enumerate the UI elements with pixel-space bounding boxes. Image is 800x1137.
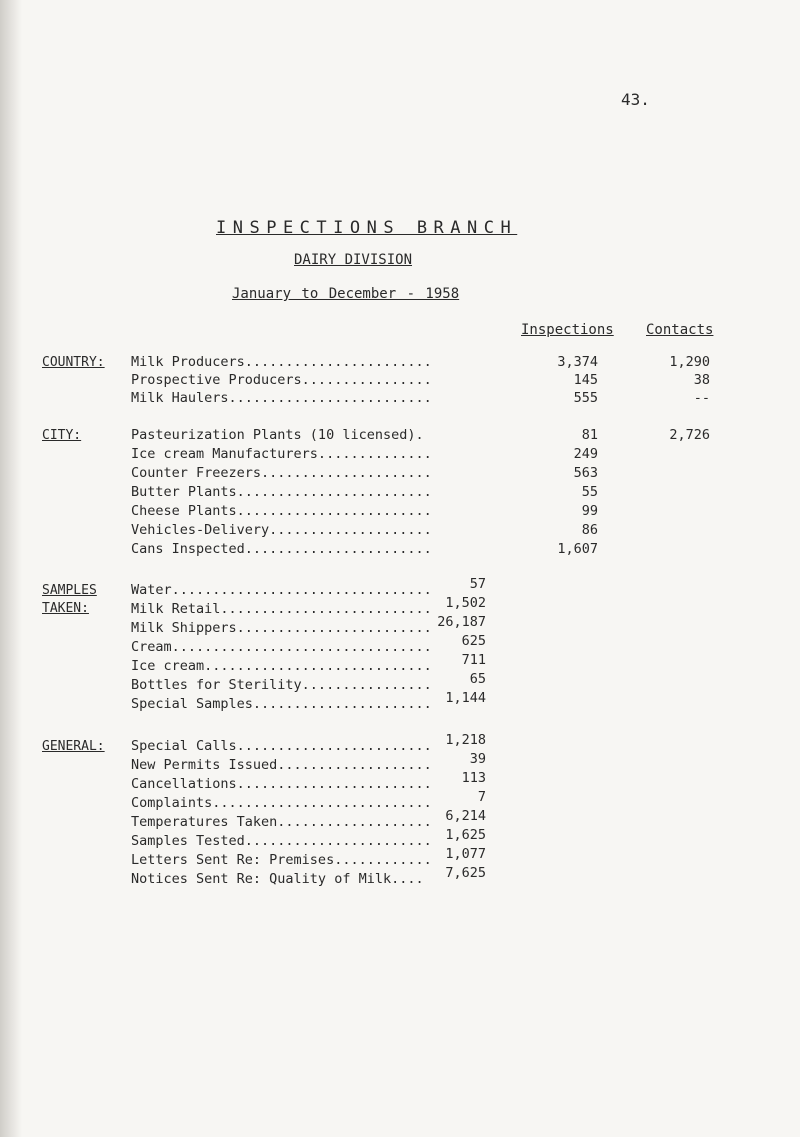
inspections-value: 3,374 bbox=[557, 354, 598, 370]
inspections-value: 563 bbox=[573, 465, 598, 481]
sample-count-value: 711 bbox=[461, 652, 486, 668]
page-number: 43. bbox=[621, 90, 650, 109]
samples-section-label: SAMPLES bbox=[42, 583, 97, 598]
general-count-value: 6,214 bbox=[445, 808, 486, 824]
samples-section-label-cont: TAKEN: bbox=[42, 601, 89, 616]
sample-count-value: 1,502 bbox=[445, 595, 486, 611]
sample-count-value: 65 bbox=[469, 671, 486, 687]
table-row-label: Cancellations........................ bbox=[131, 776, 432, 792]
contacts-column-header: Contacts bbox=[646, 322, 714, 338]
contacts-value: 1,290 bbox=[669, 354, 710, 370]
city-section-label: CITY: bbox=[42, 428, 82, 443]
general-count-value: 7,625 bbox=[445, 865, 486, 881]
table-row-label: Complaints........................... bbox=[131, 795, 432, 811]
sample-count-value: 625 bbox=[461, 633, 486, 649]
table-row-label: Milk Retail.......................... bbox=[131, 601, 432, 617]
table-row-label: Ice cream............................ bbox=[131, 658, 432, 674]
contacts-value: 38 bbox=[693, 372, 710, 388]
table-row-label: Temperatures Taken................... bbox=[131, 814, 432, 830]
table-row-label: Samples Tested....................... bbox=[131, 833, 432, 849]
inspections-value: 81 bbox=[581, 427, 598, 443]
inspections-value: 145 bbox=[573, 372, 598, 388]
table-row-label: Counter Freezers..................... bbox=[131, 465, 432, 481]
table-row-label: Cheese Plants........................ bbox=[131, 503, 432, 519]
table-row-label: Milk Producers....................... bbox=[131, 354, 432, 370]
inspections-column-header: Inspections bbox=[521, 322, 614, 338]
inspections-value: 86 bbox=[581, 522, 598, 538]
page-edge-shadow bbox=[0, 0, 22, 1137]
table-row-label: Butter Plants........................ bbox=[131, 484, 432, 500]
table-row-label: Bottles for Sterility................ bbox=[131, 677, 432, 693]
table-row-label: Prospective Producers................ bbox=[131, 372, 432, 388]
table-row-label: Cans Inspected....................... bbox=[131, 541, 432, 557]
general-count-value: 1,625 bbox=[445, 827, 486, 843]
inspections-value: 1,607 bbox=[557, 541, 598, 557]
general-count-value: 113 bbox=[461, 770, 486, 786]
table-row-label: Notices Sent Re: Quality of Milk.... bbox=[131, 871, 424, 887]
table-row-label: Vehicles-Delivery.................... bbox=[131, 522, 432, 538]
inspections-value: 249 bbox=[573, 446, 598, 462]
table-row-label: Ice cream Manufacturers.............. bbox=[131, 446, 432, 462]
table-row-label: New Permits Issued................... bbox=[131, 757, 432, 773]
table-row-label: Water................................ bbox=[131, 582, 432, 598]
sample-count-value: 57 bbox=[469, 576, 486, 592]
table-row-label: Pasteurization Plants (10 licensed). bbox=[131, 427, 424, 443]
table-row-label: Milk Haulers......................... bbox=[131, 390, 432, 406]
page-title: INSPECTIONS BRANCH bbox=[216, 218, 518, 238]
general-section-label: GENERAL: bbox=[42, 739, 105, 754]
sample-count-value: 1,144 bbox=[445, 690, 486, 706]
general-count-value: 1,218 bbox=[445, 732, 486, 748]
table-row-label: Milk Shippers........................ bbox=[131, 620, 432, 636]
general-count-value: 7 bbox=[477, 789, 486, 805]
contacts-value: 2,726 bbox=[669, 427, 710, 443]
table-row-label: Special Calls........................ bbox=[131, 738, 432, 754]
division-subtitle: DAIRY DIVISION bbox=[294, 252, 413, 268]
country-section-label: COUNTRY: bbox=[42, 355, 105, 370]
inspections-value: 55 bbox=[581, 484, 598, 500]
table-row-label: Letters Sent Re: Premises............ bbox=[131, 852, 432, 868]
table-row-label: Cream................................ bbox=[131, 639, 432, 655]
general-count-value: 1,077 bbox=[445, 846, 486, 862]
table-row-label: Special Samples...................... bbox=[131, 696, 432, 712]
report-period: January to December - 1958 bbox=[232, 286, 460, 302]
inspections-value: 99 bbox=[581, 503, 598, 519]
general-count-value: 39 bbox=[469, 751, 486, 767]
sample-count-value: 26,187 bbox=[437, 614, 486, 630]
contacts-value: -- bbox=[693, 390, 710, 406]
inspections-value: 555 bbox=[573, 390, 598, 406]
